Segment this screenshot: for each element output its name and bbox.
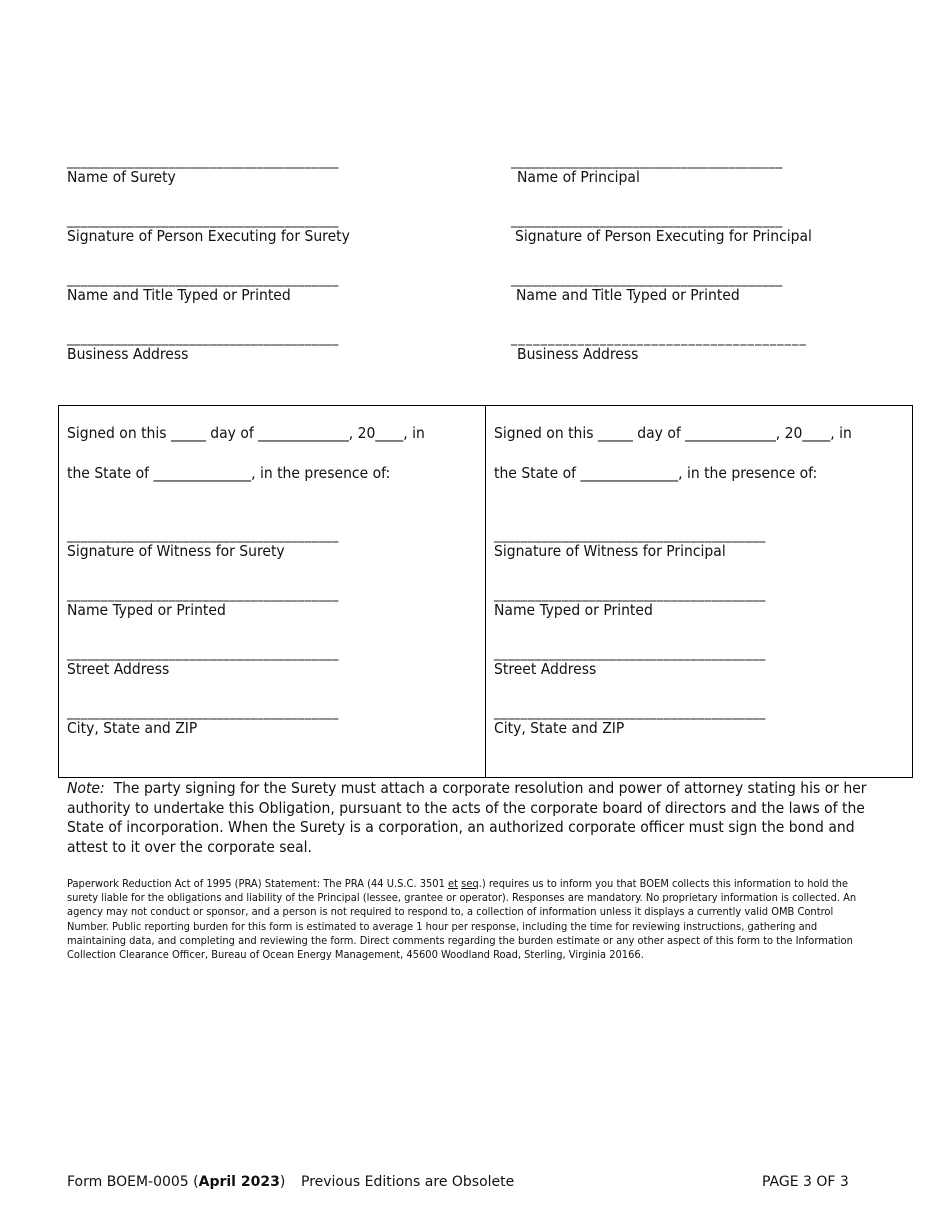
surety-witness-street-line[interactable]: ________________________________________ xyxy=(67,645,339,661)
principal-witness-city-label: City, State and ZIP xyxy=(494,719,625,737)
surety-signature-line[interactable]: ________________________________________ xyxy=(67,212,339,228)
principal-witness-name-label: Name Typed or Printed xyxy=(494,601,653,619)
pra-seq: seq xyxy=(461,877,479,890)
footer-date: April 2023 xyxy=(198,1174,280,1190)
footer-page-number: PAGE 3 OF 3 xyxy=(762,1174,849,1190)
surety-witness-signature-label: Signature of Witness for Surety xyxy=(67,542,285,560)
principal-witness-city-line[interactable]: ________________________________________ xyxy=(494,704,766,720)
principal-name-title-label: Name and Title Typed or Printed xyxy=(516,286,740,304)
surety-witness-street-label: Street Address xyxy=(67,660,170,678)
surety-signature-label: Signature of Person Executing for Surety xyxy=(67,227,350,245)
principal-address-line[interactable]: ________________________________________ xyxy=(511,330,807,346)
surety-witness-city-line[interactable]: ________________________________________ xyxy=(67,704,339,720)
surety-witness-city-label: City, State and ZIP xyxy=(67,719,198,737)
surety-name-label: Name of Surety xyxy=(67,168,176,186)
footer-editions: Previous Editions are Obsolete xyxy=(301,1174,515,1190)
footer-form-id xyxy=(67,1174,285,1190)
surety-name-title-label: Name and Title Typed or Printed xyxy=(67,286,291,304)
surety-name-title-line[interactable]: ________________________________________ xyxy=(67,271,339,287)
surety-name-line[interactable]: ________________________________________ xyxy=(67,153,339,169)
pra-text-part1: Paperwork Reduction Act of 1995 (PRA) Statement: The PRA (44 U.S.C. 3501 xyxy=(67,877,449,890)
surety-note xyxy=(67,779,897,857)
principal-name-title-line[interactable]: ________________________________________ xyxy=(511,271,783,287)
surety-signed-on-text: Signed on this _____ day of _____________, 20____, in xyxy=(67,424,425,442)
pra-statement xyxy=(67,877,867,962)
witness-box-divider xyxy=(485,405,486,778)
principal-witness-signature-label: Signature of Witness for Principal xyxy=(494,542,726,560)
surety-address-label: Business Address xyxy=(67,345,189,363)
principal-witness-street-label: Street Address xyxy=(494,660,597,678)
principal-signed-on-text: Signed on this _____ day of _____________, 20____, in xyxy=(494,424,852,442)
principal-name-line[interactable]: ________________________________________ xyxy=(511,153,783,169)
note-text: The party signing for the Surety must attach a corporate resolution and power of attorney stating his or her authority to undertake this Obligation, pursuant to the acts of the corporate board of directors and the laws of the State of incorporation. When the Surety is a corporation, an authorized corporate officer must sign the bond and attest to it over the corporate seal. xyxy=(67,779,867,856)
surety-witness-name-label: Name Typed or Printed xyxy=(67,601,226,619)
pra-et: et xyxy=(448,877,458,890)
surety-address-line[interactable]: ________________________________________ xyxy=(67,330,339,346)
note-label: Note: xyxy=(67,779,105,797)
principal-signature-label: Signature of Person Executing for Principal xyxy=(515,227,812,245)
surety-witness-name-line[interactable]: ________________________________________ xyxy=(67,586,339,602)
principal-witness-street-line[interactable]: ________________________________________ xyxy=(494,645,766,661)
principal-state-of-text: the State of ______________, in the presence of: xyxy=(494,464,818,482)
principal-address-label: Business Address xyxy=(517,345,639,363)
principal-name-label: Name of Principal xyxy=(517,168,640,186)
pra-text-part2: .) requires us to inform you that BOEM collects this information to hold the surety liable for the obligations and liability of the Principal (lessee, grantee or operator). Responses are mandatory. No proprietary information is collected. An agency may not conduct or sponsor, and a person is not required to respond to, a collection of information unless it displays a currently valid OMB Control Number. Public reporting burden for this form is estimated to average 1 hour per response, including the time for reviewing instructions, gathering and maintaining data, and completing and reviewing the form. Direct comments regarding the burden estimate or any other aspect of this form to the Information Collection Clearance Officer, Bureau of Ocean Energy Management, 45600 Woodland Road, Sterling, Virginia 20166. xyxy=(67,877,857,962)
surety-witness-signature-line[interactable]: ________________________________________ xyxy=(67,527,339,543)
surety-state-of-text: the State of ______________, in the presence of: xyxy=(67,464,391,482)
footer-form: Form BOEM-0005 ( xyxy=(67,1174,199,1190)
principal-witness-name-line[interactable]: ________________________________________ xyxy=(494,586,766,602)
principal-witness-signature-line[interactable]: ________________________________________ xyxy=(494,527,766,543)
principal-signature-line[interactable]: ________________________________________ xyxy=(511,212,783,228)
footer-close: ) xyxy=(279,1174,286,1190)
